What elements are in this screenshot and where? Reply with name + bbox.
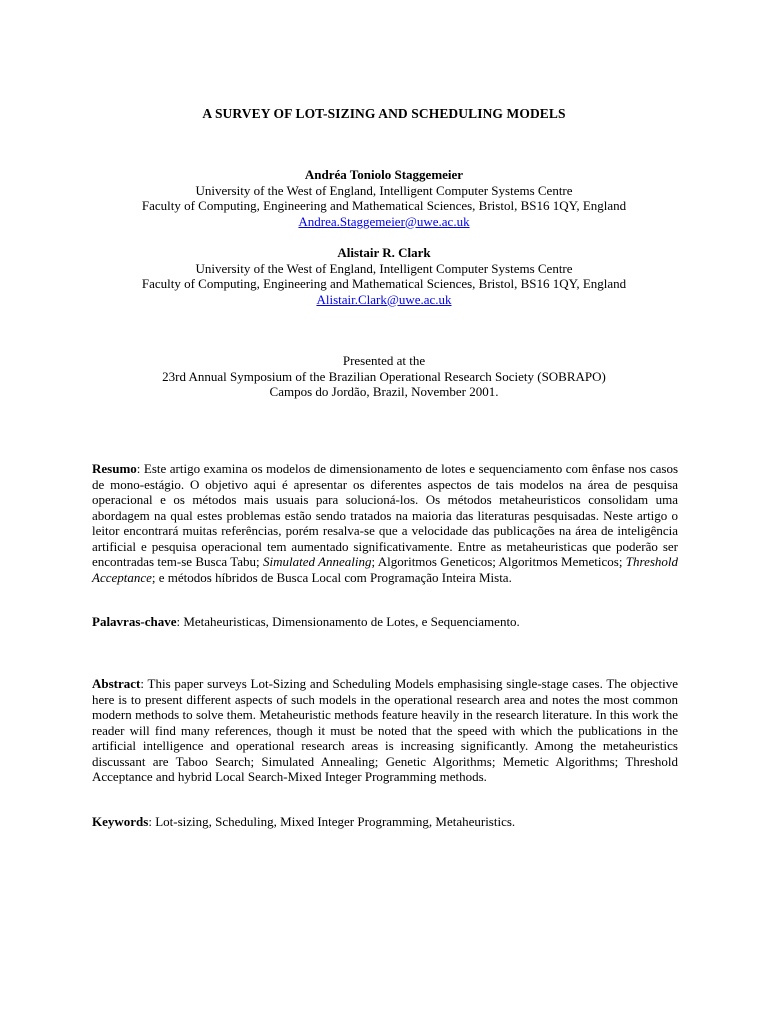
- author-name: Andréa Toniolo Staggemeier: [304, 167, 464, 182]
- palavras-chave-label: Palavras-chave: [92, 614, 177, 629]
- symposium-name: 23rd Annual Symposium of the Brazilian Operational Research Society (SOBRAPO): [162, 368, 606, 384]
- author-email-link[interactable]: Andrea.Staggemeier@uwe.ac.uk: [298, 213, 470, 229]
- palavras-chave-paragraph: [92, 614, 678, 630]
- resumo-italic-term: Simulated Annealing: [263, 554, 372, 569]
- palavras-chave-text: : Metaheuristicas, Dimensionamento de Lotes, e Sequenciamento.: [176, 614, 520, 629]
- presented-at: Presented at the: [342, 353, 426, 368]
- author-affiliation: University of the West of England, Intelligent Computer Systems Centre: [195, 182, 573, 198]
- author-affiliation: University of the West of England, Intelligent Computer Systems Centre: [195, 260, 573, 276]
- author-faculty: Faculty of Computing, Engineering and Mathematical Sciences, Bristol, BS16 1QY, England: [141, 276, 627, 291]
- symposium-location: Campos do Jordão, Brazil, November 2001.: [269, 384, 499, 399]
- keywords-label: Keywords: [92, 814, 149, 829]
- resumo-text: ; Algoritmos Geneticos; Algoritmos Memeticos;: [371, 554, 626, 569]
- abstract-text: : This paper surveys Lot-Sizing and Scheduling Models emphasising single-stage cases. The objective here is to present different aspects of such models in the operational research area and notes the most common modern methods to solve them. Metaheuristic methods feature heavily in the research literature. In this work the reader will find many references, though it must be noted that the speed with which the publications in the artificial intelligence and operational research areas is increasing significantly. Among the metaheuristics discussant are Taboo Search; Simulated Annealing; Genetic Algorithms; Memetic Algorithms; Threshold Acceptance and hybrid Local Search-Mixed Integer Programming methods.: [92, 676, 678, 784]
- keywords-text: : Lot-sizing, Scheduling, Mixed Integer Programming, Metaheuristics.: [148, 814, 516, 829]
- author-block-2: [0, 245, 768, 307]
- resumo-label: Resumo: [92, 461, 137, 476]
- author-email-link[interactable]: Alistair.Clark@uwe.ac.uk: [316, 291, 452, 307]
- resumo-text: : Este artigo examina os modelos de dimensionamento de lotes e sequenciamento com ênfase nos casos de mono-estágio. O objetivo aqui é apresentar os diferentes aspectos de tais modelos na área de pesquisa operacional e os métodos mais usuais para solucioná-los. Os métodos metaheuristicos consolidam uma abordagem na qual estes problemas estão sendo tratados na maioria das literaturas pesquisadas. Neste artigo o leitor encontrará muitas referências, porém resalva-se que a velocidade das publicações na área de inteligência artificial e pesquisa operacional tem aumentado significativamente. Entre as metaheuristicas que poderão ser encontradas tem-se Busca Tabu;: [92, 461, 678, 569]
- keywords-paragraph: [92, 814, 678, 830]
- resumo-paragraph: [92, 461, 678, 585]
- abstract-label: Abstract: [92, 676, 141, 691]
- author-name: Alistair R. Clark: [337, 245, 431, 260]
- paper-title: A SURVEY OF LOT-SIZING AND SCHEDULING MODELS: [202, 106, 566, 121]
- resumo-italic-term: Threshold Acceptance: [92, 554, 679, 585]
- presentation-note: [0, 353, 768, 400]
- author-block-1: [0, 167, 768, 229]
- abstract-paragraph: [92, 676, 678, 785]
- resumo-text: ; e métodos híbridos de Busca Local com Programação Inteira Mista.: [151, 569, 512, 585]
- author-faculty: Faculty of Computing, Engineering and Mathematical Sciences, Bristol, BS16 1QY, England: [141, 198, 627, 213]
